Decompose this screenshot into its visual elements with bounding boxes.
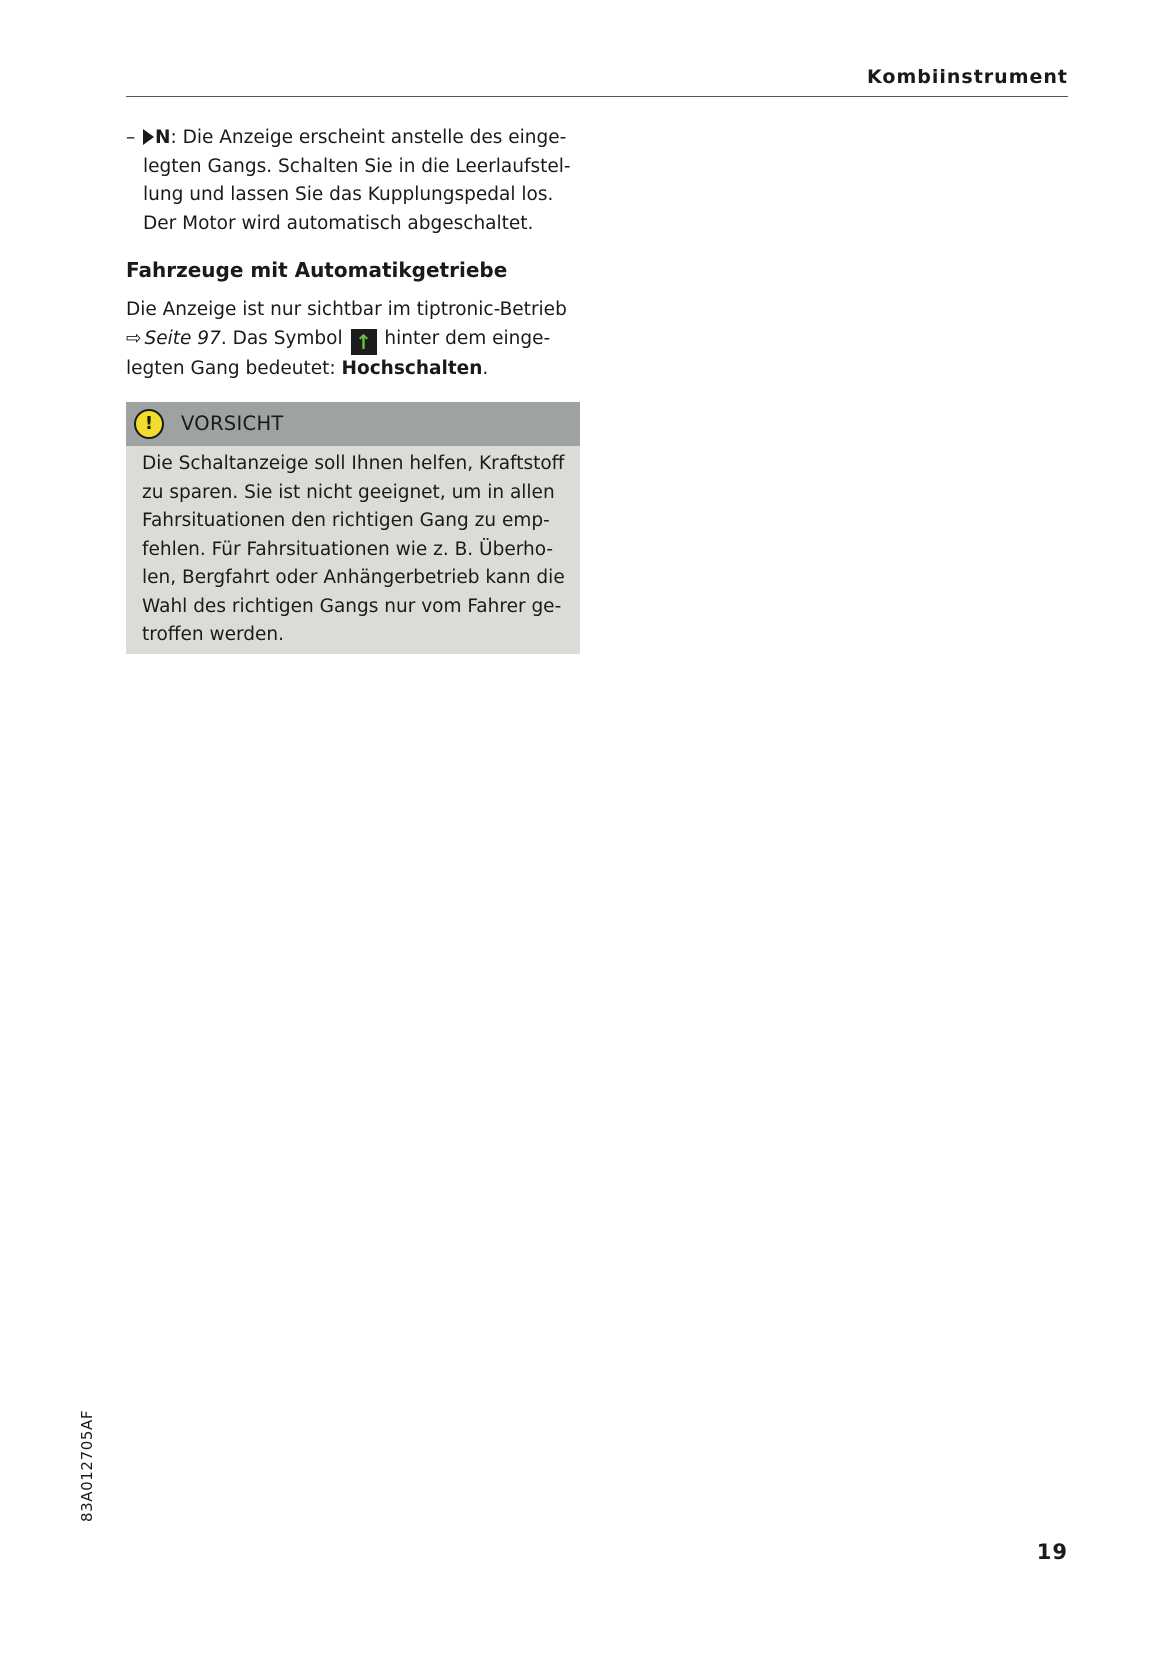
bullet-line: Der Motor wird automatisch abgeschaltet. [143,212,534,234]
caution-title: VORSICHT [181,411,284,435]
upshift-arrow-icon: ↑ [351,329,377,355]
page-number: 19 [1036,1540,1068,1564]
emphasis-upshift: Hochschalten [341,357,483,379]
body-paragraph [126,296,580,383]
bullet-line: lung und lassen Sie das Kupplungspedal los. [143,184,554,205]
bullet-line: legten Gangs. Schalten Sie in die Leerlaufstel- [143,155,571,177]
caution-line: Wahl des richtigen Gangs nur vom Fahrer ge- [142,595,562,617]
caution-line: Die Schaltanzeige soll Ihnen helfen, Kraftstoff [142,453,565,474]
paragraph-text: legten Gang bedeutet: [126,357,342,379]
caution-line: zu sparen. Sie ist nicht geeignet, um in allen [142,481,555,503]
paragraph-line: Die Anzeige ist nur sichtbar im tiptronic-Betrieb [126,299,567,320]
bullet-line: : Die Anzeige erscheint anstelle des einge- [170,127,567,148]
header-divider [126,96,1068,97]
page-reference-link[interactable]: Seite 97 [144,327,221,349]
caution-line: len, Bergfahrt oder Anhängerbetrieb kann die [142,567,565,588]
gear-letter: N [155,127,171,148]
bullet-item-neutral [126,124,580,238]
running-header-title: Kombiinstrument [867,66,1068,88]
caution-line: fehlen. Für Fahrsituationen wie z. B. Überho- [142,538,554,560]
document-code: 83A012705AF [78,1409,96,1522]
paragraph-text: hinter dem einge- [384,327,551,349]
section-heading: Fahrzeuge mit Automatikgetriebe [126,258,508,282]
bullet-dash: – [126,127,136,148]
main-column [126,124,580,654]
exclamation-circle-icon: ! [134,409,164,439]
caution-header [126,402,580,446]
caution-line: troffen werden. [142,624,285,645]
caution-line: Fahrsituationen den richtigen Gang zu emp- [142,510,550,531]
paragraph-text: . [482,357,489,379]
caution-text [126,446,580,654]
paragraph-text: . Das Symbol [220,327,343,349]
cross-reference-arrow-icon[interactable]: ⇨ [126,327,142,349]
play-triangle-icon [143,129,154,145]
caution-box [126,402,580,654]
